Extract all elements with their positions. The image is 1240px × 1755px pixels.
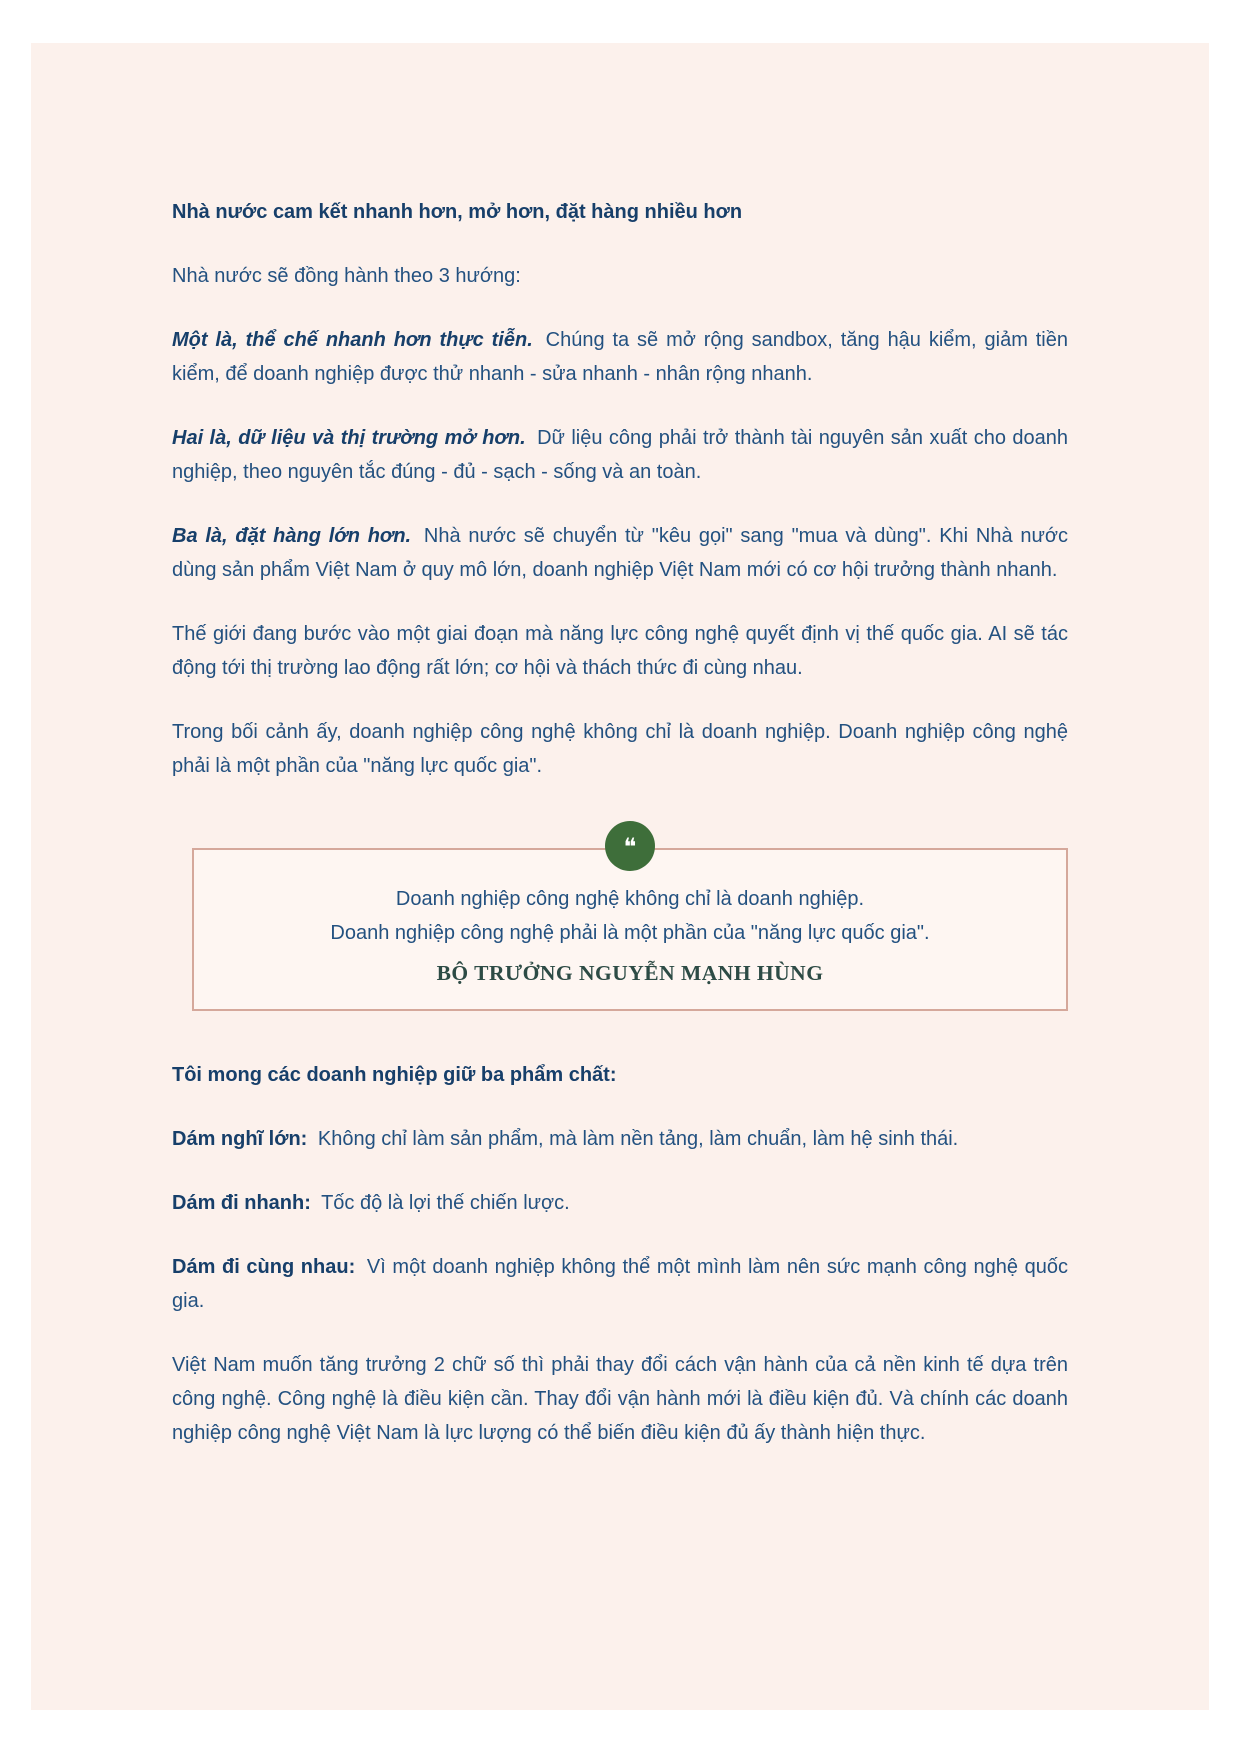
quality-1-lead: Dám nghĩ lớn: [172, 1128, 308, 1150]
quality-paragraph-1 [172, 1122, 1068, 1156]
point-paragraph-1 [172, 323, 1068, 391]
quality-1-text: Không chỉ làm sản phẩm, mà làm nền tảng, làm chuẩn, làm hệ sinh thái. [317, 1128, 959, 1150]
quote-line-1: Doanh nghiệp công nghệ không chỉ là doanh nghiệp. [395, 888, 865, 910]
point-2-text: Dữ liệu công phải trở thành tài nguyên sản xuất cho doanh nghiệp, theo nguyên tắc đúng - đủ - sạch - sống và an toàn. [172, 427, 1068, 483]
article-body [31, 43, 1209, 1450]
quality-2-text: Tốc độ là lợi thế chiến lược. [321, 1192, 570, 1214]
quote-line-2: Doanh nghiệp công nghệ phải là một phần của "năng lực quốc gia". [330, 922, 930, 944]
point-1-lead: Một là, thể chế nhanh hơn thực tiễn. [172, 329, 533, 351]
quote-glyph: ❝ [623, 833, 637, 861]
point-3-text: Nhà nước sẽ chuyển từ "kêu gọi" sang "mua và dùng". Khi Nhà nước dùng sản phẩm Việt Nam ở quy mô lớn, doanh nghiệp Việt Nam mới có cơ hội trưởng thành nhanh. [172, 525, 1069, 581]
intro-paragraph: Nhà nước sẽ đồng hành theo 3 hướng: [172, 265, 521, 287]
quality-3-text: Vì một doanh nghiệp không thể một mình làm nên sức mạnh công nghệ quốc gia. [172, 1256, 1069, 1312]
point-1-text: Chúng ta sẽ mở rộng sandbox, tăng hậu kiểm, giảm tiền kiểm, để doanh nghiệp được thử nhanh - sửa nhanh - nhân rộng nhanh. [172, 329, 1068, 385]
section-heading: Nhà nước cam kết nhanh hơn, mở hơn, đặt hàng nhiều hơn [172, 201, 743, 223]
point-3-lead: Ba là, đặt hàng lớn hơn. [172, 525, 412, 547]
point-paragraph-2 [172, 421, 1068, 489]
qualities-heading: Tôi mong các doanh nghiệp giữ ba phẩm chất: [172, 1064, 617, 1086]
quote-attribution: BỘ TRƯỞNG NGUYỄN MẠNH HÙNG [436, 961, 824, 985]
context-paragraph: Trong bối cảnh ấy, doanh nghiệp công nghệ không chỉ là doanh nghiệp. Doanh nghiệp công nghệ phải là một phần của "năng lực quốc gia". [172, 721, 1068, 777]
closing-paragraph: Việt Nam muốn tăng trưởng 2 chữ số thì phải thay đổi cách vận hành của cả nền kinh tế dựa trên công nghệ. Công nghệ là điều kiện cần. Thay đổi vận hành mới là điều kiện đủ. Và chính các doanh nghiệp công nghệ Việt Nam là lực lượng có thể biến điều kiện đủ ấy thành hiện thực. [172, 1354, 1068, 1444]
page-background [31, 43, 1209, 1710]
point-paragraph-3 [172, 519, 1068, 587]
quality-paragraph-2 [172, 1186, 1068, 1220]
quality-2-lead: Dám đi nhanh: [172, 1192, 311, 1214]
quote-icon [605, 821, 655, 871]
pull-quote-box [192, 833, 1068, 1011]
quality-3-lead: Dám đi cùng nhau: [172, 1256, 356, 1278]
world-paragraph: Thế giới đang bước vào một giai đoạn mà năng lực công nghệ quyết định vị thế quốc gia. AI sẽ tác động tới thị trường lao động rất lớn; cơ hội và thách thức đi cùng nhau. [172, 623, 1068, 679]
point-2-lead: Hai là, dữ liệu và thị trường mở hơn. [172, 427, 526, 449]
quality-paragraph-3 [172, 1250, 1068, 1318]
